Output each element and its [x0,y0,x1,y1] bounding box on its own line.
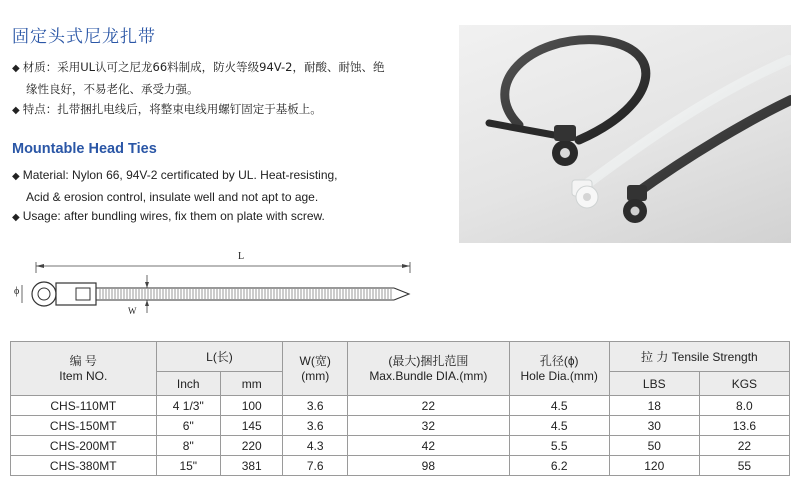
table-cell-item: CHS-110MT [11,396,157,416]
table-cell-hole: 5.5 [509,436,609,456]
spec-table [10,341,790,476]
table-cell-kgs: 13.6 [699,416,789,436]
table-cell-width: 3.6 [283,416,348,436]
usage-en [12,206,452,228]
table-cell-lbs: 120 [609,456,699,476]
table-cell-bundle: 42 [347,436,509,456]
table-row [11,436,790,456]
table-cell-hole: 4.5 [509,396,609,416]
table-cell-mm: 381 [220,456,282,476]
page-title-en: Mountable Head Ties [12,141,157,157]
col-header-width: W(宽) (mm) [283,342,348,396]
table-cell-mm: 220 [220,436,282,456]
material-en-line1: Material: Nylon 66, 94V-2 certificated by UL. Heat-resisting, [22,168,338,182]
table-cell-kgs: 8.0 [699,396,789,416]
usage-en-text: Usage: after bundling wires, fix them on plate with screw. [22,209,325,223]
col-header-inch: Inch [156,372,220,396]
dimension-label-w: W [128,306,137,316]
diamond-bullet-icon: ◆ [12,212,20,223]
col-header-bundle: (最大)捆扎范围 Max.Bundle DIA.(mm) [347,342,509,396]
table-cell-hole: 4.5 [509,416,609,436]
diamond-bullet-icon: ◆ [12,171,20,182]
col-header-mm: mm [220,372,282,396]
table-cell-kgs: 55 [699,456,789,476]
table-cell-lbs: 18 [609,396,699,416]
dimension-label-phi: ϕ [14,286,20,297]
table-cell-hole: 6.2 [509,456,609,476]
table-cell-bundle: 98 [347,456,509,476]
table-cell-item: CHS-200MT [11,436,157,456]
material-en-line2: Acid & erosion control, insulate well and not apt to age. [26,190,319,204]
table-row [11,396,790,416]
product-photo [459,25,791,243]
table-cell-bundle: 22 [347,396,509,416]
table-cell-lbs: 30 [609,416,699,436]
table-cell-width: 7.6 [283,456,348,476]
table-cell-width: 4.3 [283,436,348,456]
table-cell-mm: 145 [220,416,282,436]
table-cell-inch: 15" [156,456,220,476]
table-cell-width: 3.6 [283,396,348,416]
dimension-label-l: L [238,251,245,262]
material-cn-line2: 缘性良好，不易老化、承受力强。 [26,82,199,96]
material-en [12,165,452,208]
table-cell-inch: 4 1/3" [156,396,220,416]
table-cell-lbs: 50 [609,436,699,456]
diamond-bullet-icon: ◆ [12,105,20,116]
cable-ties-illustration [459,25,791,243]
diamond-bullet-icon: ◆ [12,63,20,74]
table-row [11,456,790,476]
table-cell-kgs: 22 [699,436,789,456]
material-cn-line1: 材质：采用UL认可之尼龙66料制成，防火等级94V-2，耐酸、耐蚀、绝 [22,60,385,74]
material-cn [12,57,452,100]
col-header-kgs: KGS [699,372,789,396]
table-row [11,416,790,436]
feature-cn-text: 特点：扎带捆扎电线后，将整束电线用螺钉固定于基板上。 [22,102,322,116]
feature-cn [12,99,452,121]
col-header-tensile: 拉 力 Tensile Strength [609,342,789,372]
table-cell-inch: 6" [156,416,220,436]
col-header-item: 编 号 Item NO. [11,342,157,396]
col-header-hole: 孔径(ϕ) Hole Dia.(mm) [509,342,609,396]
table-cell-item: CHS-380MT [11,456,157,476]
col-header-lbs: LBS [609,372,699,396]
table-cell-bundle: 32 [347,416,509,436]
table-cell-item: CHS-150MT [11,416,157,436]
table-cell-inch: 8" [156,436,220,456]
table-cell-mm: 100 [220,396,282,416]
tie-dimension-diagram [14,251,434,325]
col-header-length: L(长) [156,342,283,372]
page-title-cn: 固定头式尼龙扎带 [12,27,156,47]
